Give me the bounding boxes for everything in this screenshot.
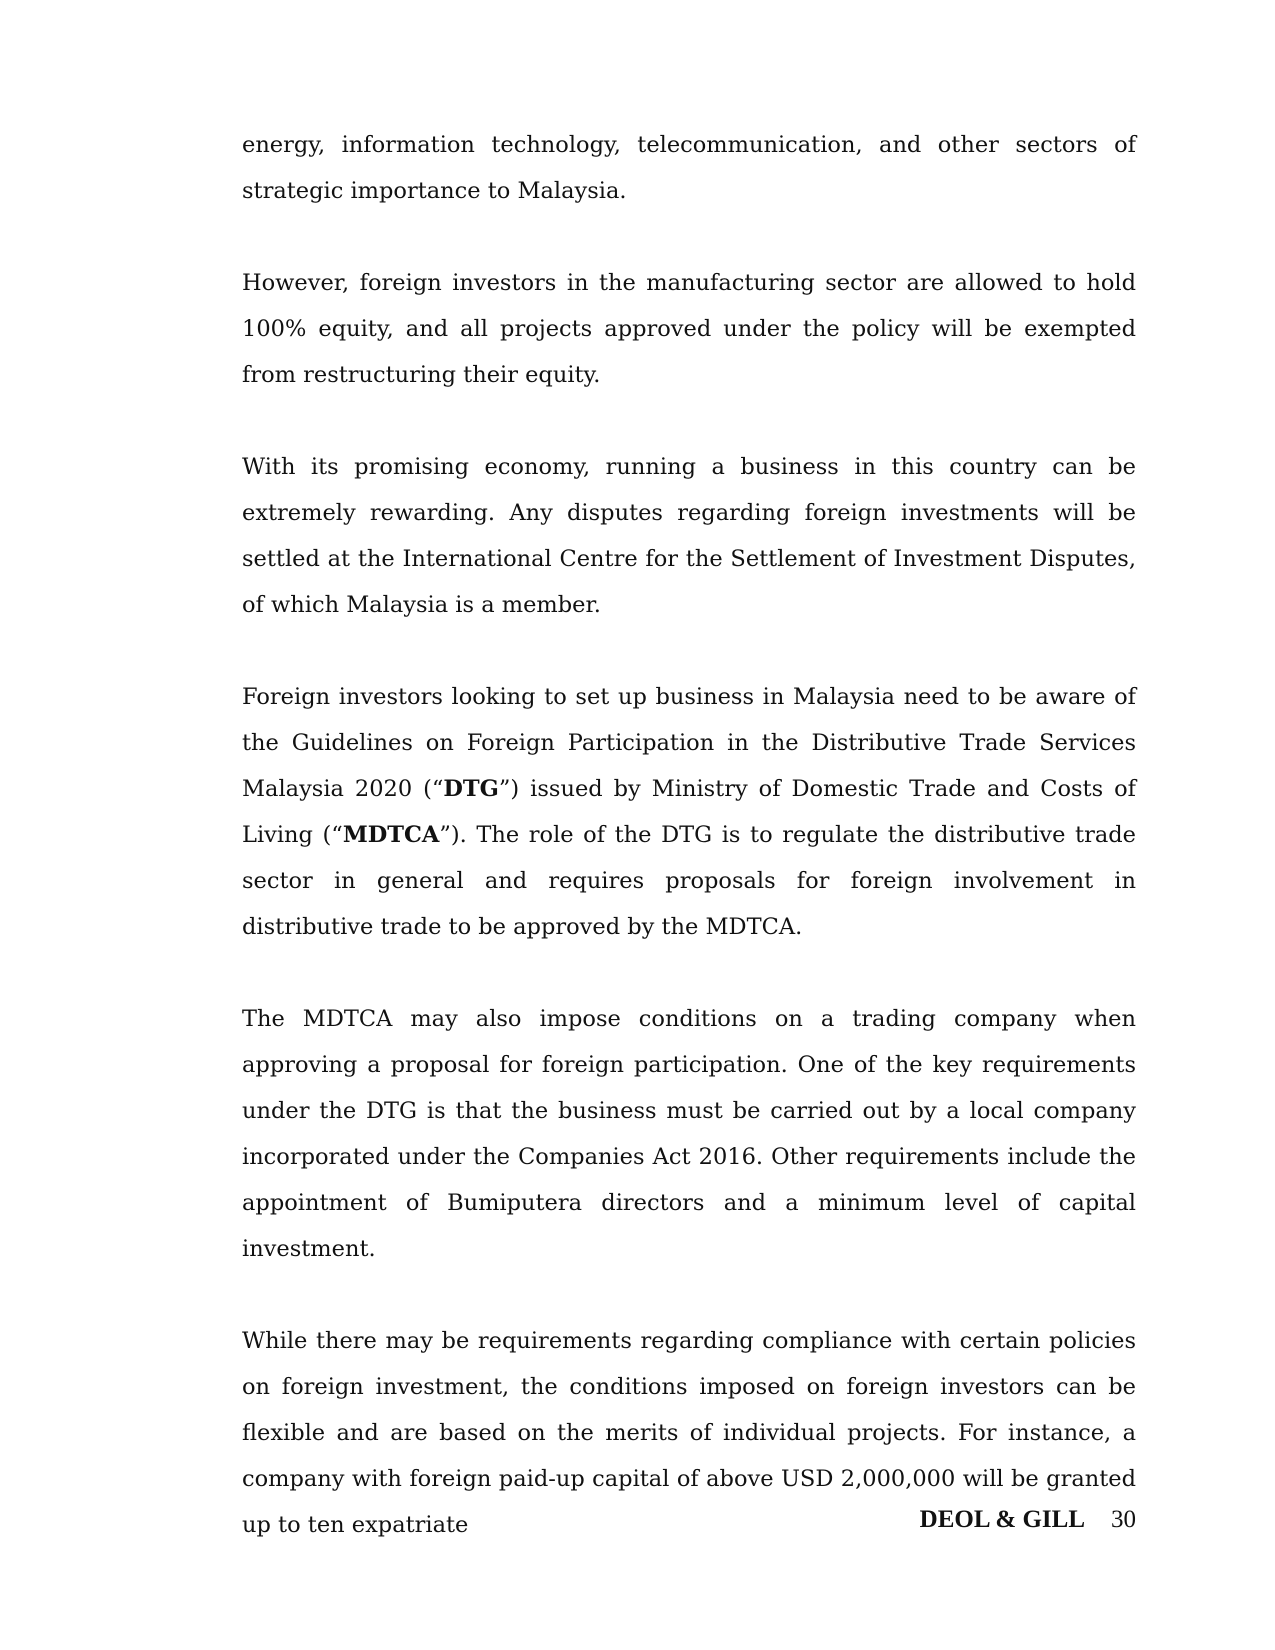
- paragraph-text: However, foreign investors in the manufacturing sector are allowed to hold 100% equity, and all projects approved under the policy will be exempted from restructuring their equity.: [242, 270, 1136, 388]
- defined-term-dtg: DTG: [443, 776, 499, 802]
- paragraph-text: The MDTCA may also impose conditions on a trading company when approving a proposal for foreign participation. One of the key requirements under the DTG is that the business must be carried out by a local company incorporated under the Companies Act 2016. Other requirements include the appointment of Bumiputera directors and a minimum level of capital investment.: [242, 1006, 1136, 1262]
- paragraph-text: While there may be requirements regarding compliance with certain policies on foreign investment, the conditions imposed on foreign investors can be flexible and are based on the merits of individual projects. For instance, a company with foreign paid-up capital of above USD 2,000,000 will be granted up to ten expatriate: [242, 1328, 1136, 1538]
- page-footer: [920, 1505, 1136, 1535]
- paragraph: [242, 444, 1136, 628]
- document-body: [242, 122, 1136, 1594]
- paragraph-text: Foreign investors looking to set up business in Malaysia need to be aware of the Guidelines on Foreign Participation in the Distributive Trade Services Malaysia 2020 (“: [242, 684, 1136, 802]
- paragraph: [242, 996, 1136, 1272]
- paragraph: [242, 674, 1136, 950]
- defined-term-mdtca: MDTCA: [342, 822, 440, 848]
- page-number: 30: [1111, 1506, 1136, 1533]
- firm-name: DEOL & GILL: [919, 1506, 1085, 1533]
- paragraph: [242, 122, 1136, 214]
- paragraph-text: energy, information technology, telecommunication, and other sectors of strategic importance to Malaysia.: [242, 132, 1136, 204]
- paragraph: [242, 260, 1136, 398]
- paragraph-text: With its promising economy, running a business in this country can be extremely rewarding. Any disputes regarding foreign investments will be settled at the International Centre for the Settlement of Investment Disputes, of which Malaysia is a member.: [242, 454, 1136, 618]
- paragraph-text: ”) issued by Ministry of Domestic Trade and Costs of Living (“: [242, 776, 1136, 848]
- paragraph-text: ”). The role of the DTG is to regulate the distributive trade sector in general and requires proposals for foreign involvement in distributive trade to be approved by the MDTCA.: [242, 822, 1136, 940]
